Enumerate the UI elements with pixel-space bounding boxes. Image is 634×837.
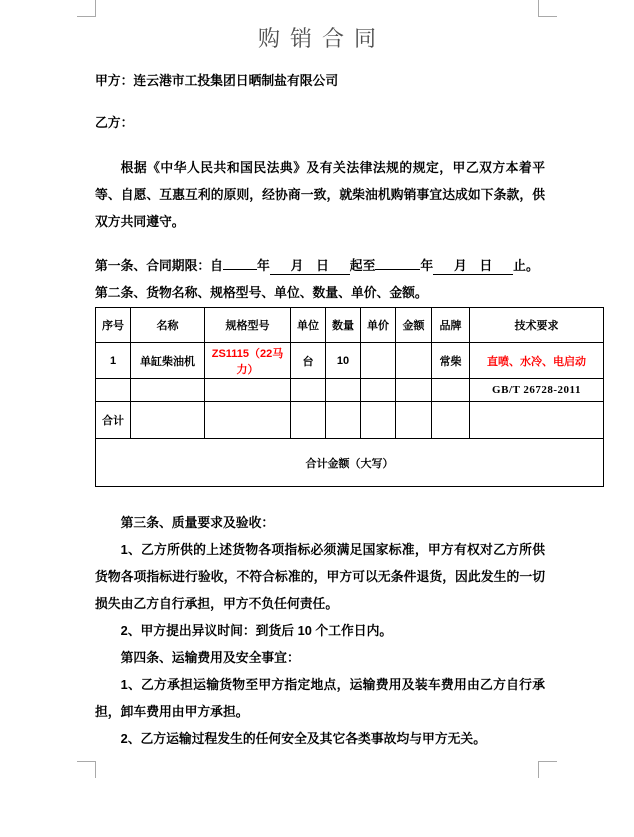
header-cell-price: 单价 (361, 308, 396, 343)
cell-empty (291, 379, 326, 402)
cell-spec: ZS1115（22马力） (205, 343, 291, 379)
cell-empty (361, 379, 396, 402)
cell-empty (131, 379, 205, 402)
month-day-blank-underline: 月 日 (270, 257, 350, 275)
cell-grand-total-label: 合计金额（大写） (96, 439, 604, 487)
cell-index: 1 (96, 343, 131, 379)
cell-empty (470, 402, 604, 439)
table-header-row (96, 308, 604, 343)
table-row-standard (96, 379, 604, 402)
cell-empty (361, 402, 396, 439)
clause-1-suffix: 止。 (513, 258, 539, 273)
header-cell-amount: 金额 (396, 308, 432, 343)
cell-empty (131, 402, 205, 439)
cell-empty (396, 379, 432, 402)
margin-mark-top-left (77, 0, 96, 17)
cell-tech: 直喷、水冷、电启动 (470, 343, 604, 379)
header-cell-tech: 技术要求 (470, 308, 604, 343)
clauses-3-4 (95, 509, 545, 752)
clause-1-term-line (95, 252, 545, 279)
document-title: 购销合同 (257, 26, 386, 51)
party-a-line: 甲方：连云港市工投集团日晒制盐有限公司 (95, 73, 339, 88)
table-row-grand-total (96, 439, 604, 487)
cell-total-label: 合计 (96, 402, 131, 439)
cell-empty (326, 379, 361, 402)
clause-4-item-2: 2、乙方运输过程发生的任何安全及其它各类事故均与甲方无关。 (120, 731, 487, 746)
cell-empty (396, 402, 432, 439)
cell-standard: GB/T 26728-2011 (470, 379, 604, 402)
cell-empty (205, 402, 291, 439)
margin-mark-bottom-left (77, 761, 96, 778)
cell-empty (96, 379, 131, 402)
clause-1-mid: 起至 (349, 258, 376, 273)
cell-empty (432, 379, 470, 402)
clause-4-heading: 第四条、运输费用及安全事宜： (120, 650, 300, 665)
margin-mark-top-right (538, 0, 557, 17)
year-blank-underline (223, 269, 257, 270)
cell-unit: 台 (291, 343, 326, 379)
header-cell-qty: 数量 (326, 308, 361, 343)
header-cell-index: 序号 (96, 308, 131, 343)
clause-1-year1: 年 (256, 258, 270, 273)
cell-name: 单缸柴油机 (131, 343, 205, 379)
cell-empty (326, 402, 361, 439)
margin-mark-bottom-right (538, 761, 557, 778)
cell-qty: 10 (326, 343, 361, 379)
month-day-blank-underline: 月 日 (433, 257, 513, 275)
clause-3-item-1: 1、乙方所供的上述货物各项指标必须满足国家标准，甲方有权对乙方所供货物各项指标进行验收，不符合标准的，甲方可以无条件退货，因此发生的一切损失由乙方自行承担，甲方不负任何责任。 (95, 542, 545, 611)
cell-empty (432, 402, 470, 439)
header-cell-name: 名称 (131, 308, 205, 343)
clause-1-year2: 年 (420, 258, 434, 273)
year-blank-underline (375, 269, 420, 270)
cell-price (361, 343, 396, 379)
cell-amount (396, 343, 432, 379)
clause-4-item-1: 1、乙方承担运输货物至甲方指定地点，运输费用及装车费用由乙方自行承担，卸车费用由甲方承担。 (95, 677, 545, 719)
preamble-text: 根据《中华人民共和国民法典》及有关法律法规的规定，甲乙双方本着平等、自愿、互惠互利的原则，经协商一致，就柴油机购销事宜达成如下条款，供双方共同遵守。 (95, 160, 545, 229)
cell-empty (205, 379, 291, 402)
table-row-total (96, 402, 604, 439)
clause-3-item-2: 2、甲方提出异议时间：到货后 10 个工作日内。 (120, 623, 393, 638)
clause-2-heading: 第二条、货物名称、规格型号、单位、数量、单价、金额。 (95, 285, 428, 300)
party-b-line: 乙方： (95, 115, 134, 130)
cell-brand: 常柴 (432, 343, 470, 379)
table-row-item (96, 343, 604, 379)
preamble-paragraph (95, 154, 545, 235)
clause-1-prefix: 第一条、合同期限：自 (95, 258, 223, 273)
header-cell-unit: 单位 (291, 308, 326, 343)
header-cell-brand: 品牌 (432, 308, 470, 343)
cell-empty (291, 402, 326, 439)
header-cell-spec: 规格型号 (205, 308, 291, 343)
clause-3-heading: 第三条、质量要求及验收： (120, 515, 275, 530)
goods-table (95, 307, 604, 487)
